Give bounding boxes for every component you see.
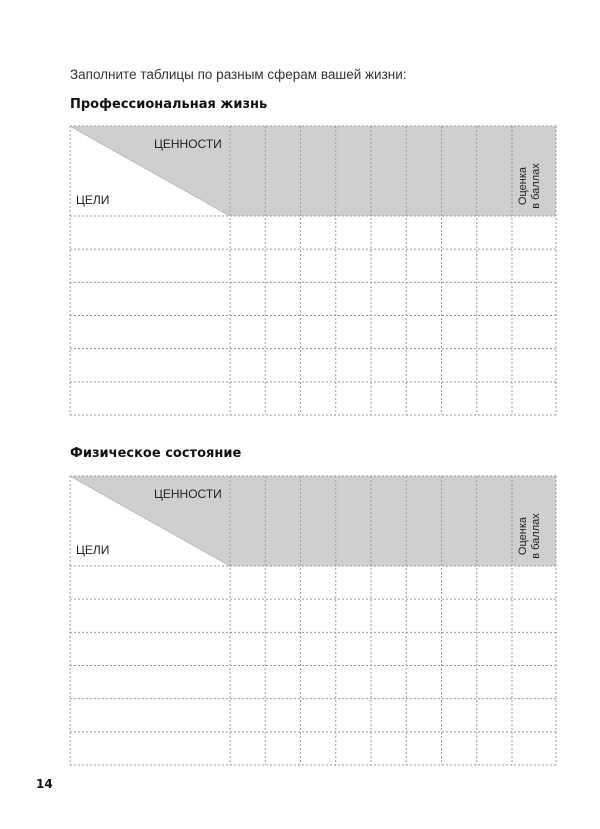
header-fill (70, 126, 556, 216)
section-title-professional: Профессиональная жизнь (70, 97, 268, 112)
intro-text: Заполните таблицы по разным сферам вашей жизни: (70, 67, 407, 82)
score-header-line2: в баллах (530, 513, 542, 559)
page-number: 14 (36, 777, 53, 791)
score-header-line2: в баллах (530, 163, 542, 209)
goals-header: ЦЕЛИ (76, 543, 110, 557)
section-title-physical: Физическое состояние (70, 446, 242, 461)
values-header: ЦЕННОСТИ (154, 487, 222, 501)
score-header (517, 161, 543, 211)
goals-header: ЦЕЛИ (76, 193, 110, 207)
score-header-line1: Оценка (517, 166, 529, 206)
values-goals-table-physical (70, 476, 556, 765)
header-fill (70, 476, 556, 566)
score-header-line1: Оценка (517, 516, 529, 556)
values-header: ЦЕННОСТИ (154, 137, 222, 151)
table-grid (70, 126, 556, 415)
table-grid (70, 476, 556, 765)
score-header (517, 511, 543, 561)
values-goals-table-professional (70, 126, 556, 415)
